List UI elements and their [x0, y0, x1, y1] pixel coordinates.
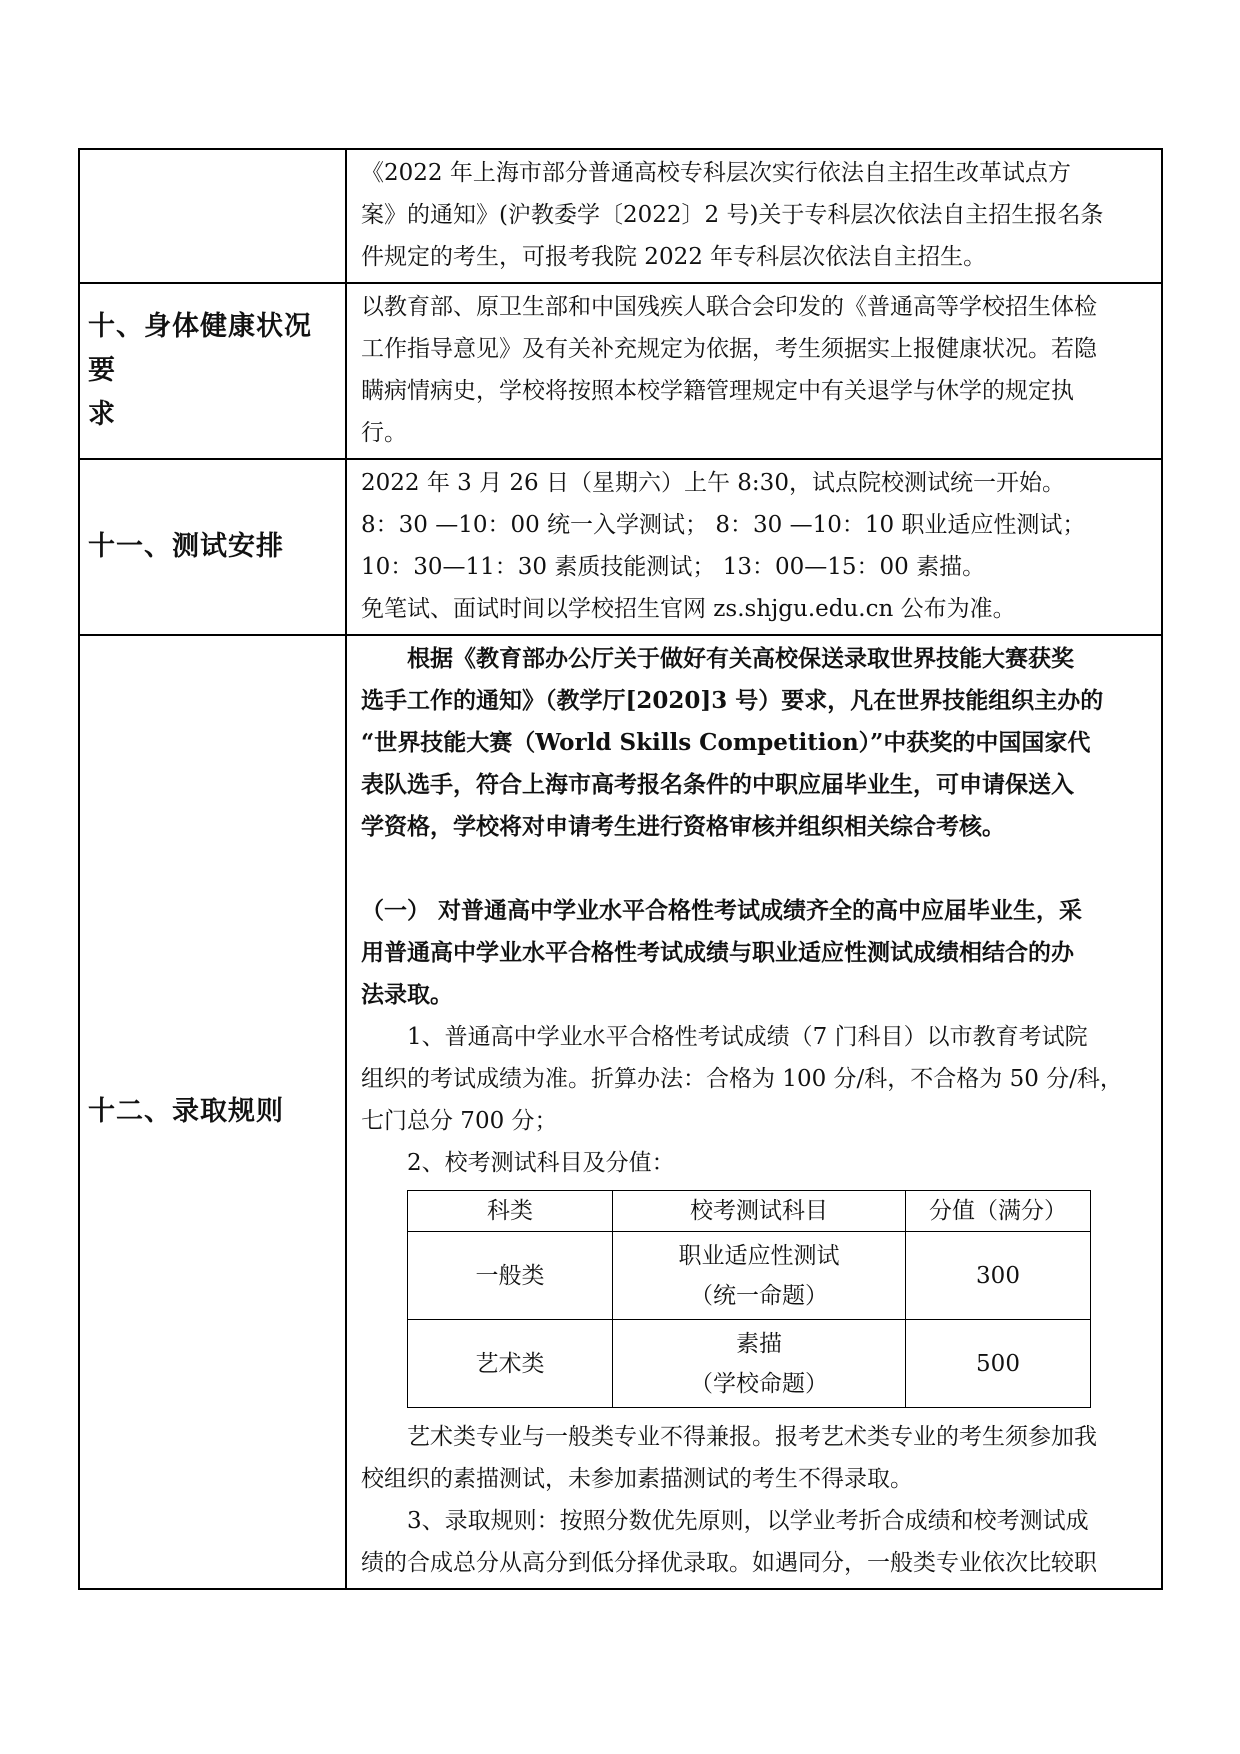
text-line: 案》的通知》(沪教委学〔2022〕2 号)关于专科层次依法自主招生报名条 — [361, 202, 1104, 228]
text-line: 件规定的考生，可报考我院 2022 年专科层次依法自主招生。 — [361, 244, 987, 270]
header-cell: 分值（满分） — [906, 1191, 1091, 1232]
bold-paragraph-section-1 — [361, 890, 1153, 1016]
text-line: 以教育部、原卫生部和中国残疾人联合会印发的《普通高等学校招生体检 — [361, 294, 1097, 320]
row-label-empty — [79, 149, 346, 283]
row-label-admission: 十二、录取规则 — [79, 635, 346, 1589]
text-line: 学资格，学校将对申请考生进行资格审核并组织相关综合考核。 — [361, 813, 1005, 840]
row-content-schedule — [346, 459, 1162, 635]
label-line: 十、身体健康状况要 — [88, 311, 312, 386]
text-line: 绩的合成总分从高分到低分择优录取。如遇同分，一般类专业依次比较职 — [361, 1550, 1097, 1576]
header-cell: 科类 — [408, 1191, 613, 1232]
table-row — [79, 635, 1162, 1589]
paragraph-admission-rule — [361, 1500, 1153, 1584]
text-line: 3、录取规则：按照分数优先原则，以学业考折合成绩和校考测试成 — [407, 1508, 1089, 1534]
subject-cell — [613, 1232, 906, 1320]
score-table — [407, 1190, 1091, 1408]
text-line: 1、普通高中学业水平合格性考试成绩（7 门科目）以市教育考试院 — [407, 1024, 1088, 1050]
text-line: 艺术类专业与一般类专业不得兼报。报考艺术类专业的考生须参加我 — [407, 1424, 1097, 1450]
subject-cell — [613, 1320, 906, 1408]
subject-name: 职业适应性测试 — [678, 1242, 840, 1269]
row-label-schedule: 十一、测试安排 — [79, 459, 346, 635]
label-line: 求 — [88, 399, 116, 430]
subject-note: （统一命题） — [690, 1282, 828, 1309]
text-line: 校组织的素描测试，未参加素描测试的考生不得录取。 — [361, 1466, 913, 1492]
text-line: 组织的考试成绩为准。折算办法：合格为 100 分/科，不合格为 50 分/科， — [361, 1066, 1123, 1092]
text-line: 用普通高中学业水平合格性考试成绩与职业适应性测试成绩相结合的办 — [361, 939, 1074, 966]
text-line: 《2022 年上海市部分普通高校专科层次实行依法自主招生改革试点方 — [361, 160, 1071, 186]
text-line: “世界技能大赛（World Skills Competition）”中获奖的中国国家代 — [361, 729, 1091, 756]
table-row — [79, 149, 1162, 283]
score-table-header — [408, 1191, 1091, 1232]
text-line: 10：30—11：30 素质技能测试； 13：00—15：00 素描。 — [361, 554, 986, 580]
paragraph-art-note — [361, 1416, 1153, 1500]
bold-paragraph-skills — [361, 638, 1153, 680]
text-line: 工作指导意见》及有关补充规定为依据，考生须据实上报健康状况。若隐 — [361, 336, 1097, 362]
text-line: 根据《教育部办公厅关于做好有关高校保送录取世界技能大赛获奖 — [407, 645, 1074, 672]
table-row — [79, 459, 1162, 635]
text-line: 瞒病情病史，学校将按照本校学籍管理规定中有关退学与休学的规定执 — [361, 378, 1074, 404]
score-table-row — [408, 1320, 1091, 1408]
score-table-row — [408, 1232, 1091, 1320]
table-row — [79, 283, 1162, 459]
spacer — [361, 848, 1153, 890]
text-line: 选手工作的通知》（教学厅[2020]3 号）要求，凡在世界技能组织主办的 — [361, 687, 1104, 714]
text-line: （一） 对普通高中学业水平合格性考试成绩齐全的高中应届毕业生，采 — [361, 897, 1083, 924]
header-cell: 校考测试科目 — [613, 1191, 906, 1232]
text-line: 七门总分 700 分； — [361, 1108, 558, 1134]
score-cell: 300 — [906, 1232, 1091, 1320]
text-line: 表队选手，符合上海市高考报名条件的中职应届毕业生，可申请保送入 — [361, 771, 1074, 798]
paragraph-scores — [361, 1016, 1153, 1142]
admission-rules-table — [78, 148, 1163, 1590]
paragraph-subjects-heading: 2、校考测试科目及分值： — [407, 1150, 675, 1176]
text-line: 2022 年 3 月 26 日（星期六）上午 8:30，试点院校测试统一开始。 — [361, 470, 1065, 496]
text-line: 8：30 —10：00 统一入学测试； 8：30 —10：10 职业适应性测试； — [361, 512, 1086, 538]
category-cell: 艺术类 — [408, 1320, 613, 1408]
row-content-health — [346, 283, 1162, 459]
subject-note: （学校命题） — [690, 1370, 828, 1397]
text-line: 行。 — [361, 420, 407, 446]
bold-paragraph-skills-cont — [361, 680, 1153, 848]
text-line: 免笔试、面试时间以学校招生官网 zs.shjgu.edu.cn 公布为准。 — [361, 596, 1016, 622]
subject-name: 素描 — [736, 1330, 782, 1357]
row-content-admission — [346, 635, 1162, 1589]
text-line: 法录取。 — [361, 981, 453, 1008]
category-cell: 一般类 — [408, 1232, 613, 1320]
score-cell: 500 — [906, 1320, 1091, 1408]
row-content-eligibility — [346, 149, 1162, 283]
row-label-health — [79, 283, 346, 459]
